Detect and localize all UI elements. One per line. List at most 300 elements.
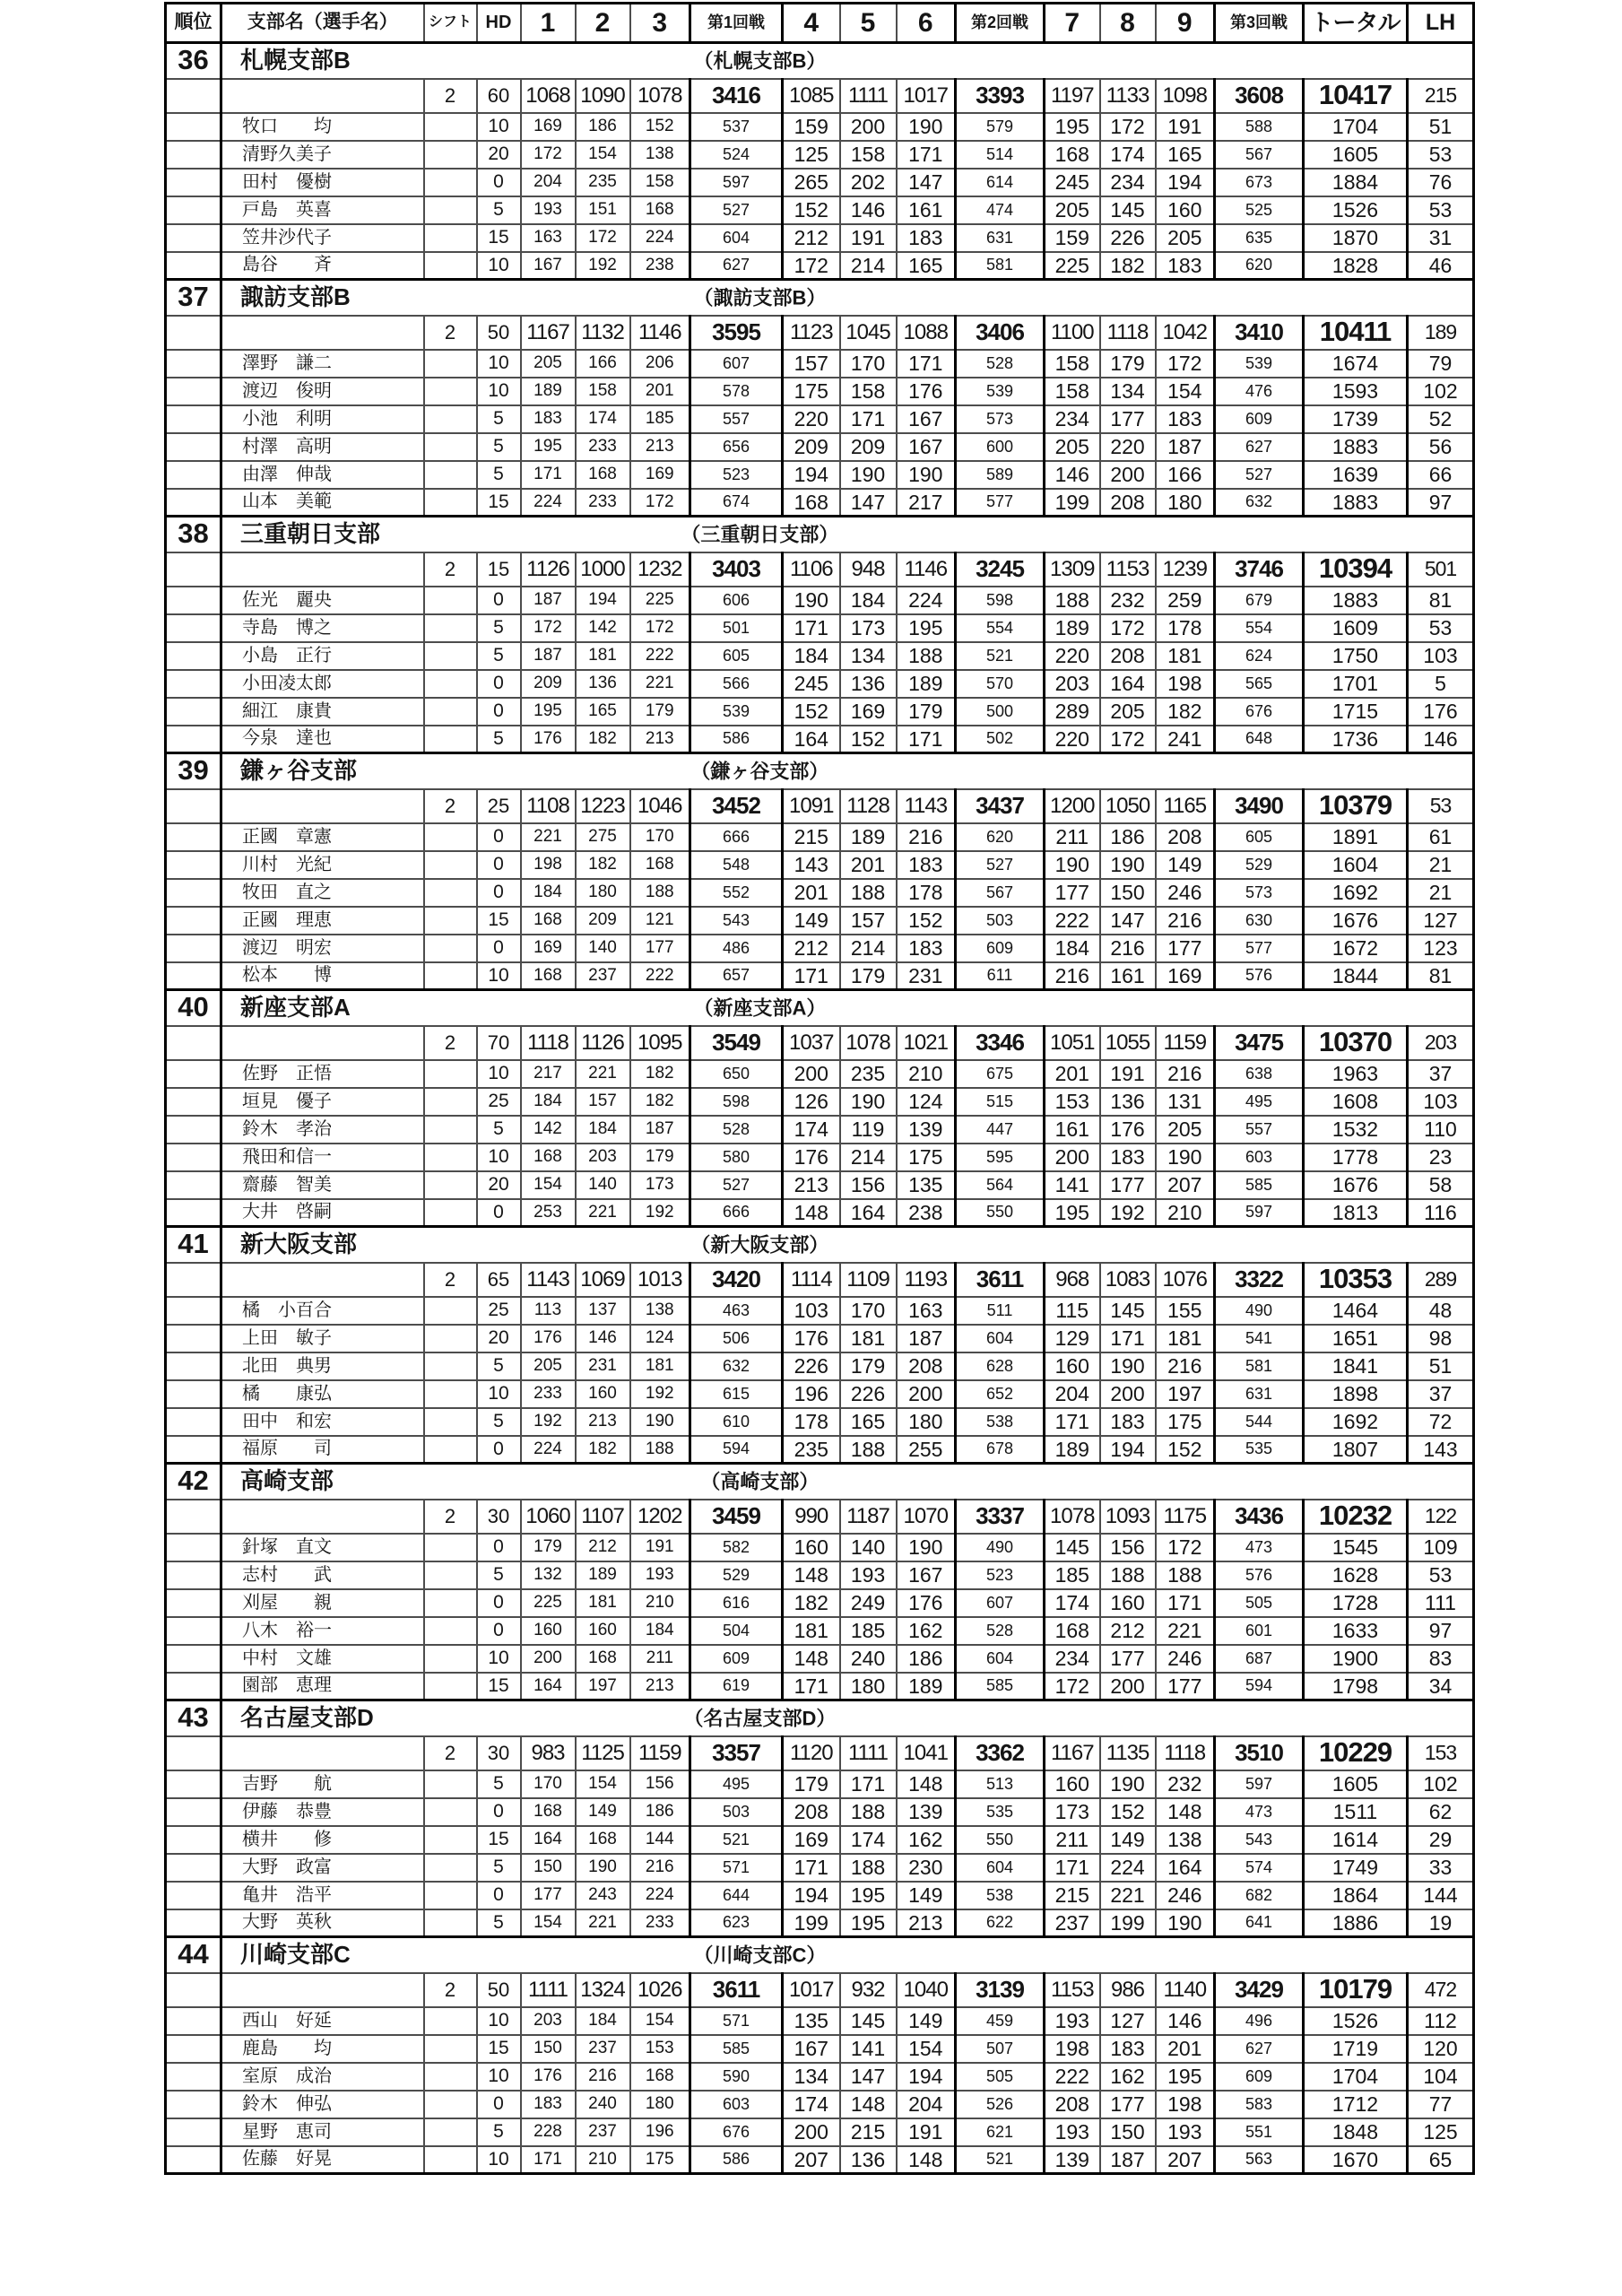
player-round-total-cell: 609 (1215, 405, 1304, 433)
empty-shift-cell (424, 1352, 477, 1380)
player-row (166, 1589, 1474, 1617)
player-game-cell: 168 (576, 461, 630, 489)
player-game-cell: 166 (576, 350, 630, 378)
player-lh-cell: 19 (1408, 1909, 1474, 1937)
player-lh-cell: 58 (1408, 1171, 1474, 1199)
player-game-cell: 209 (576, 907, 630, 935)
player-game-cell: 149 (897, 1882, 956, 1909)
team-game-cell: 1021 (897, 1026, 956, 1060)
player-game-cell: 170 (521, 1770, 576, 1798)
player-game-cell: 180 (897, 1408, 956, 1436)
empty-shift-cell (424, 350, 477, 378)
player-grand-total-cell: 1633 (1304, 1617, 1408, 1645)
player-hd-cell: 10 (477, 113, 521, 141)
player-round-total-cell: 490 (1215, 1297, 1304, 1325)
player-game-cell: 172 (783, 252, 840, 280)
player-round-total-cell: 550 (956, 1826, 1045, 1854)
player-game-cell: 289 (1045, 698, 1100, 726)
empty-rank-cell (166, 587, 221, 614)
player-game-cell: 171 (521, 2146, 576, 2174)
column-header-14: 9 (1156, 4, 1215, 43)
team-shift-cell: 2 (424, 316, 477, 350)
player-round-total-cell: 578 (690, 378, 783, 405)
player-game-cell: 162 (1100, 2063, 1156, 2091)
player-round-total-cell: 576 (1215, 1561, 1304, 1589)
player-round-total-cell: 473 (1215, 1534, 1304, 1561)
player-name-cell: 園部 恵理 (221, 1673, 424, 1700)
player-lh-cell: 52 (1408, 405, 1474, 433)
rank-cell: 43 (166, 1700, 221, 1736)
player-game-cell: 189 (897, 1673, 956, 1700)
player-round-total-cell: 609 (956, 935, 1045, 962)
player-game-cell: 160 (576, 1380, 630, 1408)
player-game-cell: 193 (521, 196, 576, 224)
player-game-cell: 192 (1100, 1199, 1156, 1227)
player-game-cell: 212 (1100, 1617, 1156, 1645)
player-round-total-cell: 605 (1215, 823, 1304, 851)
player-game-cell: 163 (897, 1297, 956, 1325)
team-round-total-cell: 3611 (690, 1973, 783, 2007)
player-game-cell: 199 (783, 1909, 840, 1937)
player-game-cell: 172 (630, 489, 690, 517)
player-round-total-cell: 606 (690, 587, 783, 614)
empty-name-cell (221, 316, 424, 350)
team-game-cell: 968 (1045, 1263, 1100, 1297)
player-hd-cell: 0 (477, 698, 521, 726)
player-game-cell: 226 (783, 1352, 840, 1380)
player-game-cell: 235 (783, 1436, 840, 1464)
player-row (166, 433, 1474, 461)
player-game-cell: 240 (576, 2091, 630, 2118)
player-game-cell: 210 (897, 1060, 956, 1088)
player-game-cell: 211 (1045, 1826, 1100, 1854)
player-lh-cell: 31 (1408, 224, 1474, 252)
player-game-cell: 168 (630, 196, 690, 224)
player-game-cell: 178 (897, 879, 956, 907)
empty-rank-cell (166, 405, 221, 433)
empty-shift-cell (424, 907, 477, 935)
player-game-cell: 201 (783, 879, 840, 907)
player-hd-cell: 0 (477, 670, 521, 698)
player-game-cell: 171 (783, 962, 840, 990)
player-game-cell: 232 (1100, 587, 1156, 614)
player-round-total-cell: 577 (1215, 935, 1304, 962)
player-game-cell: 168 (1045, 1617, 1100, 1645)
player-game-cell: 202 (840, 169, 897, 196)
player-game-cell: 181 (1156, 1325, 1215, 1352)
branch-name-paren: （三重朝日支部） (681, 523, 839, 546)
empty-shift-cell (424, 252, 477, 280)
player-game-cell: 152 (1100, 1798, 1156, 1826)
player-game-cell: 221 (576, 1199, 630, 1227)
player-game-cell: 141 (840, 2035, 897, 2063)
player-game-cell: 156 (1100, 1534, 1156, 1561)
player-round-total-cell: 580 (690, 1144, 783, 1171)
player-game-cell: 168 (521, 907, 576, 935)
player-game-cell: 173 (1045, 1798, 1100, 1826)
player-round-total-cell: 523 (690, 461, 783, 489)
player-game-cell: 221 (1100, 1882, 1156, 1909)
player-round-total-cell: 529 (690, 1561, 783, 1589)
player-name-cell: 上田 敏子 (221, 1325, 424, 1352)
player-hd-cell: 5 (477, 1561, 521, 1589)
player-game-cell: 191 (1100, 1060, 1156, 1088)
empty-shift-cell (424, 1060, 477, 1088)
player-round-total-cell: 600 (956, 433, 1045, 461)
player-game-cell: 136 (1100, 1088, 1156, 1116)
player-row (166, 378, 1474, 405)
branch-cell (221, 1464, 1474, 1500)
player-game-cell: 173 (840, 614, 897, 642)
empty-shift-cell (424, 1673, 477, 1700)
player-grand-total-cell: 1628 (1304, 1561, 1408, 1589)
player-lh-cell: 37 (1408, 1060, 1474, 1088)
player-round-total-cell: 581 (1215, 1352, 1304, 1380)
team-shift-cell: 2 (424, 1973, 477, 2007)
empty-shift-cell (424, 113, 477, 141)
empty-rank-cell (166, 1199, 221, 1227)
player-game-cell: 195 (1045, 1199, 1100, 1227)
empty-rank-cell (166, 851, 221, 879)
empty-shift-cell (424, 1380, 477, 1408)
player-game-cell: 146 (1156, 2007, 1215, 2035)
empty-shift-cell (424, 2118, 477, 2146)
empty-rank-cell (166, 614, 221, 642)
team-game-cell: 1091 (783, 789, 840, 823)
branch-name-paren: （諏訪支部B） (693, 286, 827, 309)
player-game-cell: 182 (1100, 252, 1156, 280)
player-game-cell: 194 (1156, 169, 1215, 196)
player-game-cell: 158 (576, 378, 630, 405)
player-game-cell: 237 (576, 2035, 630, 2063)
player-name-cell: 針塚 直文 (221, 1534, 424, 1561)
team-game-cell: 1126 (521, 552, 576, 587)
player-lh-cell: 97 (1408, 1617, 1474, 1645)
player-game-cell: 217 (521, 1060, 576, 1088)
player-grand-total-cell: 1739 (1304, 405, 1408, 433)
player-grand-total-cell: 1712 (1304, 2091, 1408, 2118)
empty-rank-cell (166, 1617, 221, 1645)
player-grand-total-cell: 1884 (1304, 169, 1408, 196)
player-round-total-cell: 503 (690, 1798, 783, 1826)
player-game-cell: 161 (1045, 1116, 1100, 1144)
empty-shift-cell (424, 1617, 477, 1645)
player-game-cell: 168 (783, 489, 840, 517)
player-game-cell: 164 (521, 1826, 576, 1854)
player-game-cell: 210 (1156, 1199, 1215, 1227)
player-row (166, 1617, 1474, 1645)
player-round-total-cell: 582 (690, 1534, 783, 1561)
player-grand-total-cell: 1526 (1304, 2007, 1408, 2035)
team-lh-cell: 472 (1408, 1973, 1474, 2007)
player-game-cell: 157 (783, 350, 840, 378)
player-game-cell: 221 (576, 1060, 630, 1088)
team-round-total-cell: 3611 (956, 1263, 1045, 1297)
player-lh-cell: 97 (1408, 489, 1474, 517)
empty-rank-cell (166, 1325, 221, 1352)
player-game-cell: 149 (576, 1798, 630, 1826)
player-game-cell: 192 (630, 1380, 690, 1408)
player-game-cell: 160 (783, 1534, 840, 1561)
empty-rank-cell (166, 2091, 221, 2118)
player-game-cell: 154 (576, 1770, 630, 1798)
player-name-cell: 佐藤 好晃 (221, 2146, 424, 2174)
empty-rank-cell (166, 350, 221, 378)
player-game-cell: 216 (1100, 935, 1156, 962)
player-game-cell: 184 (521, 879, 576, 907)
empty-rank-cell (166, 461, 221, 489)
team-game-cell: 1133 (1100, 79, 1156, 113)
player-game-cell: 213 (783, 1171, 840, 1199)
player-round-total-cell: 590 (690, 2063, 783, 2091)
player-game-cell: 245 (783, 670, 840, 698)
team-game-cell: 1114 (783, 1263, 840, 1297)
player-game-cell: 224 (521, 489, 576, 517)
player-game-cell: 245 (1045, 169, 1100, 196)
team-game-cell: 1069 (576, 1263, 630, 1297)
player-round-total-cell: 539 (690, 698, 783, 726)
player-game-cell: 197 (576, 1673, 630, 1700)
empty-name-cell (221, 1500, 424, 1534)
player-game-cell: 119 (840, 1116, 897, 1144)
player-game-cell: 190 (840, 1088, 897, 1116)
player-game-cell: 215 (840, 2118, 897, 2146)
player-round-total-cell: 678 (956, 1436, 1045, 1464)
player-game-cell: 226 (840, 1380, 897, 1408)
player-game-cell: 200 (840, 113, 897, 141)
player-game-cell: 233 (576, 433, 630, 461)
column-header-15: 第3回戦 (1215, 4, 1304, 43)
player-game-cell: 163 (521, 224, 576, 252)
player-row (166, 670, 1474, 698)
team-round-total-cell: 3608 (1215, 79, 1304, 113)
player-game-cell: 167 (897, 405, 956, 433)
empty-rank-cell (166, 1736, 221, 1770)
player-game-cell: 197 (1156, 1380, 1215, 1408)
player-grand-total-cell: 1609 (1304, 614, 1408, 642)
empty-rank-cell (166, 196, 221, 224)
player-game-cell: 179 (783, 1770, 840, 1798)
player-game-cell: 177 (1100, 405, 1156, 433)
empty-rank-cell (166, 252, 221, 280)
player-game-cell: 171 (897, 350, 956, 378)
player-game-cell: 201 (1156, 2035, 1215, 2063)
player-game-cell: 179 (840, 962, 897, 990)
player-game-cell: 148 (783, 1561, 840, 1589)
player-game-cell: 183 (897, 935, 956, 962)
player-game-cell: 209 (783, 433, 840, 461)
player-hd-cell: 20 (477, 1171, 521, 1199)
player-grand-total-cell: 1798 (1304, 1673, 1408, 1700)
empty-rank-cell (166, 169, 221, 196)
team-total-row (166, 316, 1474, 350)
player-name-cell: 大井 啓嗣 (221, 1199, 424, 1227)
player-game-cell: 147 (897, 169, 956, 196)
player-lh-cell: 127 (1408, 907, 1474, 935)
player-game-cell: 217 (897, 489, 956, 517)
team-game-cell: 1095 (630, 1026, 690, 1060)
empty-rank-cell (166, 879, 221, 907)
player-game-cell: 138 (1156, 1826, 1215, 1854)
player-game-cell: 189 (897, 670, 956, 698)
team-lh-cell: 215 (1408, 79, 1474, 113)
player-game-cell: 216 (1156, 1060, 1215, 1088)
player-round-total-cell: 523 (956, 1561, 1045, 1589)
player-lh-cell: 146 (1408, 726, 1474, 753)
player-game-cell: 149 (783, 907, 840, 935)
player-game-cell: 221 (521, 823, 576, 851)
player-name-cell: 田中 和宏 (221, 1408, 424, 1436)
player-row (166, 1882, 1474, 1909)
empty-shift-cell (424, 670, 477, 698)
player-game-cell: 198 (521, 851, 576, 879)
team-game-cell: 1128 (840, 789, 897, 823)
player-game-cell: 214 (840, 1144, 897, 1171)
player-lh-cell: 65 (1408, 2146, 1474, 2174)
section-header-row (166, 1700, 1474, 1736)
empty-shift-cell (424, 962, 477, 990)
team-game-cell: 1167 (1045, 1736, 1100, 1770)
player-game-cell: 183 (1156, 252, 1215, 280)
team-game-cell: 1187 (840, 1500, 897, 1534)
player-game-cell: 211 (630, 1645, 690, 1673)
player-round-total-cell: 656 (690, 433, 783, 461)
team-game-cell: 1146 (630, 316, 690, 350)
player-grand-total-cell: 1813 (1304, 1199, 1408, 1227)
player-row (166, 2091, 1474, 2118)
player-lh-cell: 72 (1408, 1408, 1474, 1436)
player-hd-cell: 15 (477, 907, 521, 935)
player-game-cell: 169 (1156, 962, 1215, 990)
player-round-total-cell: 676 (1215, 698, 1304, 726)
empty-rank-cell (166, 1798, 221, 1826)
player-game-cell: 139 (897, 1798, 956, 1826)
player-hd-cell: 0 (477, 1882, 521, 1909)
player-game-cell: 148 (783, 1199, 840, 1227)
player-round-total-cell: 616 (690, 1589, 783, 1617)
player-game-cell: 183 (521, 405, 576, 433)
player-game-cell: 188 (1100, 1561, 1156, 1589)
player-game-cell: 136 (840, 2146, 897, 2174)
player-round-total-cell: 570 (956, 670, 1045, 698)
empty-rank-cell (166, 670, 221, 698)
team-grand-total-cell: 10379 (1304, 789, 1408, 823)
player-game-cell: 177 (521, 1882, 576, 1909)
player-game-cell: 157 (576, 1088, 630, 1116)
column-header-5: 2 (576, 4, 630, 43)
player-round-total-cell: 682 (1215, 1882, 1304, 1909)
player-game-cell: 164 (783, 726, 840, 753)
team-game-cell: 1013 (630, 1263, 690, 1297)
player-round-total-cell: 614 (956, 169, 1045, 196)
player-game-cell: 222 (630, 642, 690, 670)
team-round-total-cell: 3436 (1215, 1500, 1304, 1534)
player-game-cell: 171 (840, 405, 897, 433)
player-row (166, 1408, 1474, 1436)
team-game-cell: 1078 (840, 1026, 897, 1060)
player-game-cell: 177 (1100, 2091, 1156, 2118)
player-round-total-cell: 603 (690, 2091, 783, 2118)
player-game-cell: 171 (1045, 1408, 1100, 1436)
player-game-cell: 235 (840, 1060, 897, 1088)
player-game-cell: 171 (897, 726, 956, 753)
team-game-cell: 1093 (1100, 1500, 1156, 1534)
player-row (166, 1798, 1474, 1826)
player-name-cell: 戸島 英喜 (221, 196, 424, 224)
player-round-total-cell: 571 (690, 2007, 783, 2035)
player-row (166, 614, 1474, 642)
player-hd-cell: 0 (477, 169, 521, 196)
player-game-cell: 167 (897, 1561, 956, 1589)
player-game-cell: 177 (1156, 1673, 1215, 1700)
player-row (166, 489, 1474, 517)
player-game-cell: 141 (1045, 1171, 1100, 1199)
player-game-cell: 204 (521, 169, 576, 196)
player-round-total-cell: 597 (1215, 1199, 1304, 1227)
player-round-total-cell: 577 (956, 489, 1045, 517)
team-total-row (166, 789, 1474, 823)
player-game-cell: 175 (783, 378, 840, 405)
player-game-cell: 171 (840, 1770, 897, 1798)
player-game-cell: 185 (1045, 1561, 1100, 1589)
player-round-total-cell: 576 (1215, 962, 1304, 990)
player-round-total-cell: 505 (956, 2063, 1045, 2091)
team-game-cell: 1070 (897, 1500, 956, 1534)
player-game-cell: 134 (840, 642, 897, 670)
player-name-cell: 飛田和信一 (221, 1144, 424, 1171)
player-game-cell: 145 (1100, 1297, 1156, 1325)
player-game-cell: 150 (521, 1854, 576, 1882)
player-hd-cell: 5 (477, 1909, 521, 1937)
team-game-cell: 1107 (576, 1500, 630, 1534)
player-game-cell: 172 (1156, 350, 1215, 378)
player-name-cell: 小池 利明 (221, 405, 424, 433)
player-game-cell: 208 (897, 1352, 956, 1380)
player-game-cell: 181 (783, 1617, 840, 1645)
empty-shift-cell (424, 461, 477, 489)
empty-rank-cell (166, 907, 221, 935)
player-grand-total-cell: 1883 (1304, 587, 1408, 614)
player-grand-total-cell: 1728 (1304, 1589, 1408, 1617)
branch-name-paren: （高崎支部） (700, 1470, 820, 1493)
player-round-total-cell: 635 (1215, 224, 1304, 252)
player-name-cell: 由澤 伸哉 (221, 461, 424, 489)
player-game-cell: 172 (521, 614, 576, 642)
player-lh-cell: 53 (1408, 196, 1474, 224)
rank-cell: 42 (166, 1464, 221, 1500)
player-game-cell: 169 (521, 935, 576, 962)
player-hd-cell: 5 (477, 726, 521, 753)
player-grand-total-cell: 1883 (1304, 433, 1408, 461)
team-game-cell: 1050 (1100, 789, 1156, 823)
player-row (166, 1380, 1474, 1408)
player-game-cell: 174 (1100, 141, 1156, 169)
player-game-cell: 195 (1156, 2063, 1215, 2091)
player-lh-cell: 51 (1408, 113, 1474, 141)
team-total-row (166, 1263, 1474, 1297)
empty-rank-cell (166, 1380, 221, 1408)
player-row (166, 350, 1474, 378)
player-game-cell: 184 (630, 1617, 690, 1645)
player-game-cell: 160 (1100, 1589, 1156, 1617)
team-game-cell: 1042 (1156, 316, 1215, 350)
player-game-cell: 216 (1156, 907, 1215, 935)
empty-rank-cell (166, 1352, 221, 1380)
player-game-cell: 208 (1045, 2091, 1100, 2118)
player-round-total-cell: 652 (956, 1380, 1045, 1408)
player-round-total-cell: 513 (956, 1770, 1045, 1798)
player-game-cell: 275 (576, 823, 630, 851)
